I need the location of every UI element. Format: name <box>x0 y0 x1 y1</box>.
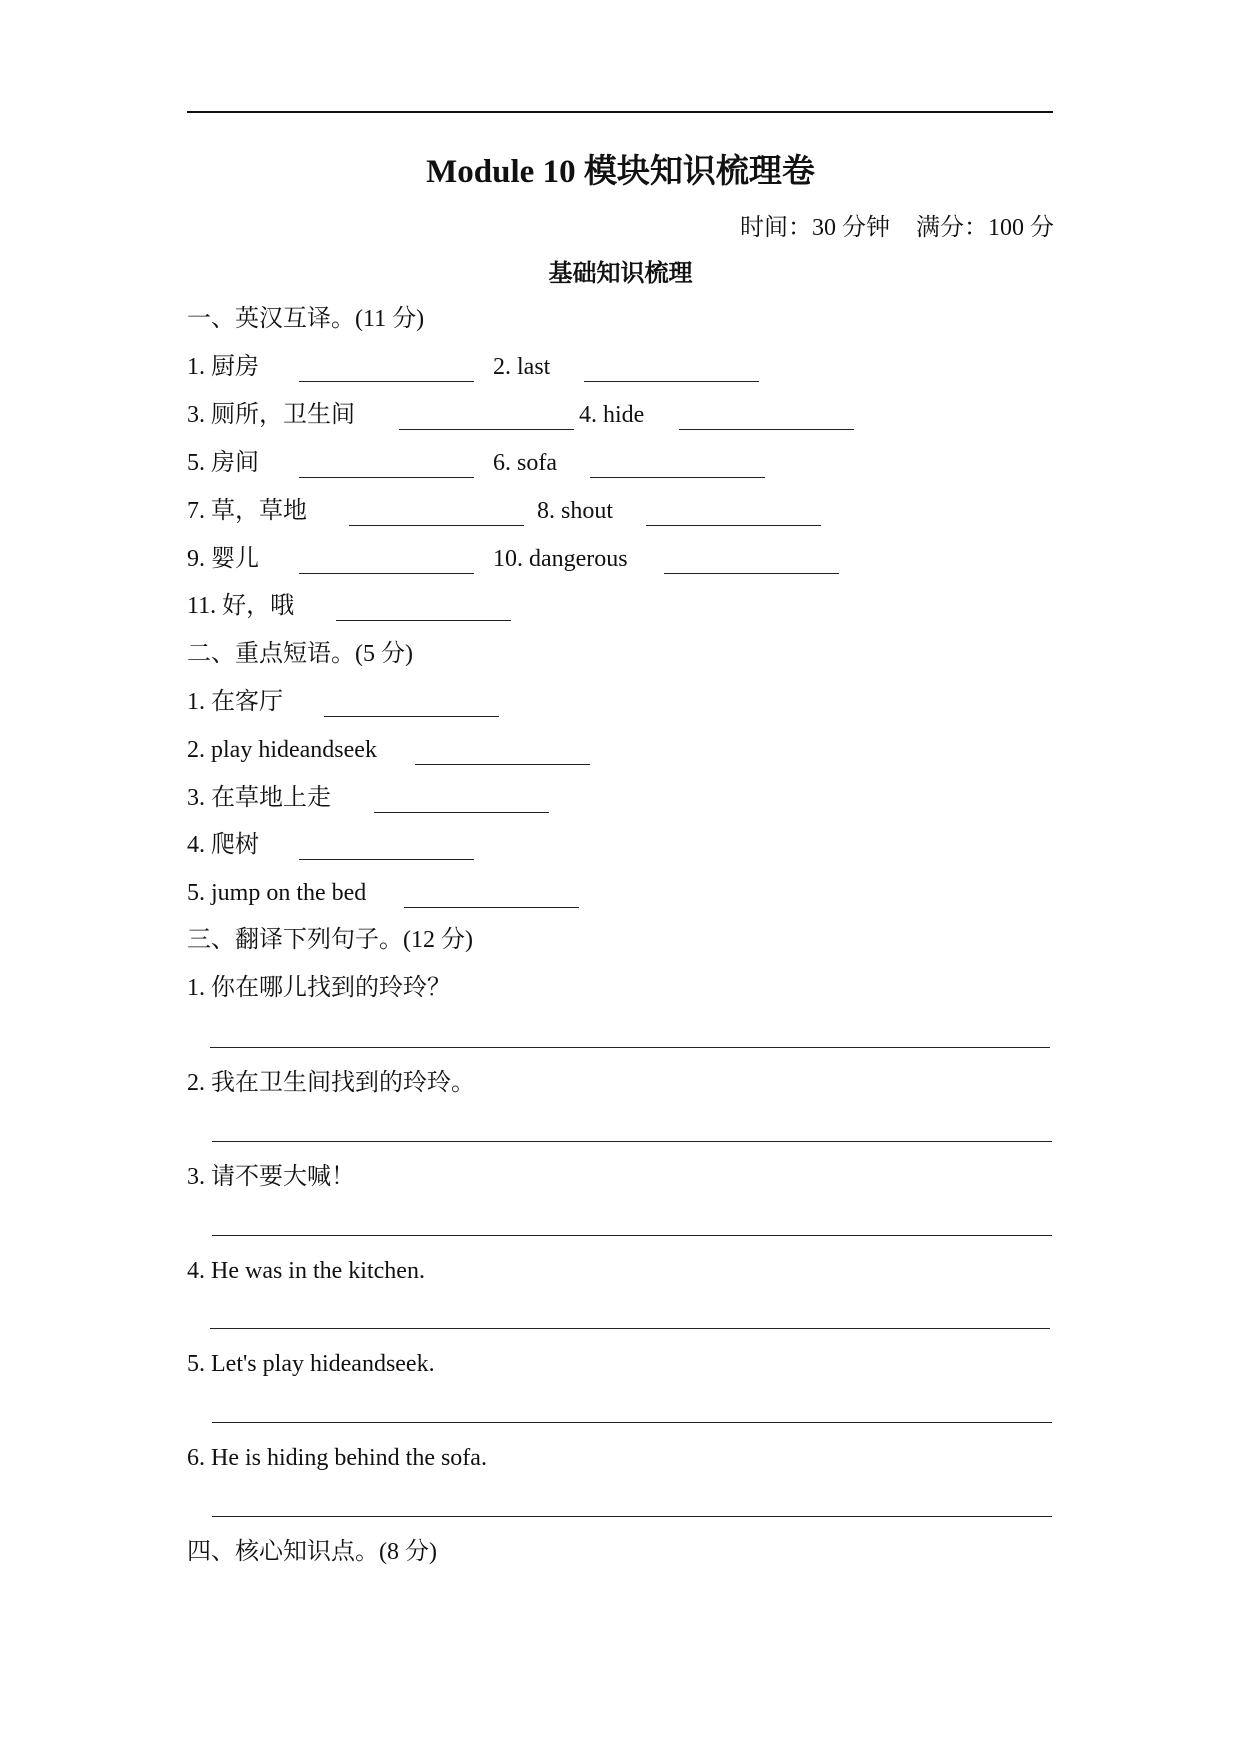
question-item: 4. He was in the kitchen. <box>187 1258 425 1284</box>
section1-heading: 一、英汉互译。(11 分) <box>187 306 425 332</box>
header-rule <box>187 111 1053 113</box>
question-item: 6. sofa <box>493 450 557 476</box>
section2-heading: 二、重点短语。(5 分) <box>187 641 413 667</box>
question-item: 7. 草，草地 <box>187 498 307 524</box>
page-title: Module 10 模块知识梳理卷 <box>426 154 815 190</box>
answer-blank[interactable] <box>404 907 579 908</box>
section-subtitle: 基础知识梳理 <box>548 261 693 287</box>
section3-heading: 三、翻译下列句子。(12 分) <box>187 927 473 953</box>
answer-line[interactable] <box>212 1235 1052 1236</box>
question-item: 3. 请不要大喊！ <box>187 1164 355 1190</box>
question-item: 2. 我在卫生间找到的玲玲。 <box>187 1070 475 1096</box>
question-item: 4. 爬树 <box>187 832 259 858</box>
answer-blank[interactable] <box>664 573 839 574</box>
answer-blank[interactable] <box>584 381 759 382</box>
answer-line[interactable] <box>210 1328 1050 1329</box>
answer-blank[interactable] <box>324 716 499 717</box>
time-limit: 时间：30 分钟 <box>740 215 890 241</box>
question-item: 4. hide <box>579 402 645 428</box>
question-item: 11. 好，哦 <box>187 593 295 619</box>
question-item: 10. dangerous <box>493 546 628 572</box>
question-item: 1. 在客厅 <box>187 689 283 715</box>
question-item: 1. 厨房 <box>187 354 259 380</box>
question-item: 3. 厕所，卫生间 <box>187 402 355 428</box>
answer-blank[interactable] <box>349 525 524 526</box>
answer-line[interactable] <box>210 1047 1050 1048</box>
answer-blank[interactable] <box>679 429 854 430</box>
exam-meta <box>740 212 1054 244</box>
answer-line[interactable] <box>212 1516 1052 1517</box>
question-item: 5. Let's play hideandseek. <box>187 1351 435 1377</box>
question-item: 1. 你在哪儿找到的玲玲？ <box>187 975 451 1001</box>
answer-blank[interactable] <box>646 525 821 526</box>
answer-blank[interactable] <box>374 812 549 813</box>
answer-blank[interactable] <box>399 429 574 430</box>
answer-blank[interactable] <box>415 764 590 765</box>
full-score: 满分：100 分 <box>916 215 1054 241</box>
section4-heading: 四、核心知识点。(8 分) <box>187 1539 437 1565</box>
answer-blank[interactable] <box>299 573 474 574</box>
question-item: 8. shout <box>537 498 614 524</box>
question-item: 3. 在草地上走 <box>187 785 331 811</box>
question-item: 2. play hideandseek <box>187 737 377 763</box>
question-item: 5. 房间 <box>187 450 259 476</box>
answer-blank[interactable] <box>299 477 474 478</box>
question-item: 5. jump on the bed <box>187 880 367 906</box>
answer-blank[interactable] <box>336 620 511 621</box>
question-item: 2. last <box>493 354 551 380</box>
question-item: 9. 婴儿 <box>187 546 259 572</box>
answer-blank[interactable] <box>590 477 765 478</box>
answer-line[interactable] <box>212 1141 1052 1142</box>
answer-line[interactable] <box>212 1422 1052 1423</box>
answer-blank[interactable] <box>299 381 474 382</box>
question-item: 6. He is hiding behind the sofa. <box>187 1445 487 1471</box>
answer-blank[interactable] <box>299 859 474 860</box>
